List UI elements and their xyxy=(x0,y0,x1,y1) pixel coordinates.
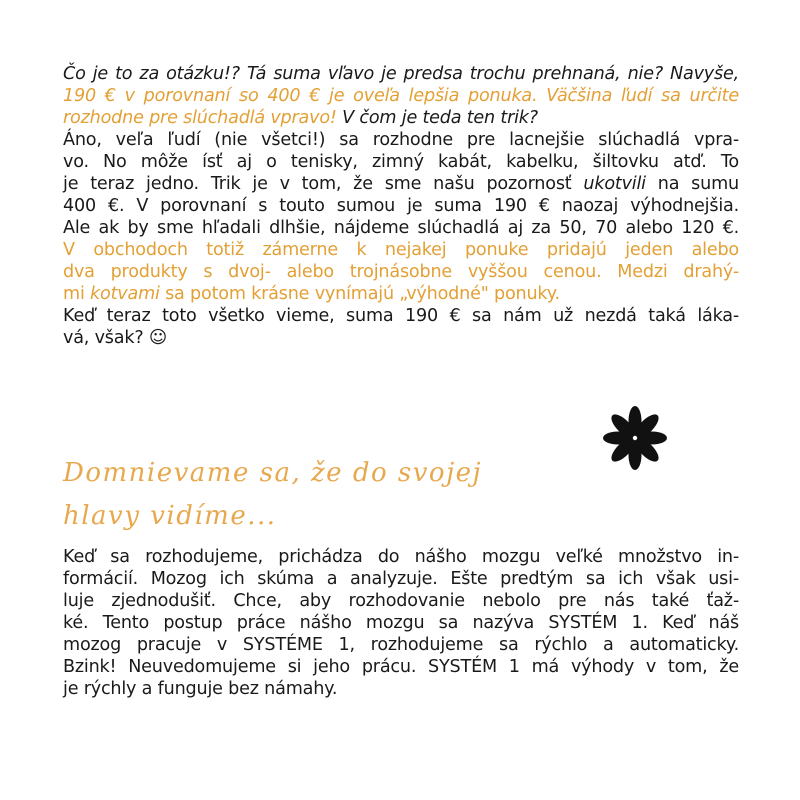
text-span: Áno, veľa ľudí (nie všetci!) sa rozhodne pre lacnejšie slúchadlá vpra- xyxy=(63,130,739,150)
text-line: Bzink! Neuvedomujeme si jeho prácu. SYSTÉM 1 má výhody v tom, že xyxy=(63,657,739,677)
text-line xyxy=(63,261,739,283)
section-heading xyxy=(63,452,482,538)
text-line xyxy=(63,283,739,305)
text-span: 400 €. V porovnaní s touto sumou je suma 190 € naozaj výhodnejšia. xyxy=(63,196,739,216)
highlight-span: dva produkty s dvoj- alebo trojnásobne vyššou cenou. Medzi drahý- xyxy=(63,262,739,282)
text-span: Čo je to za otázku!? Tá suma vľavo je predsa trochu prehnaná, nie? Navyše, xyxy=(63,64,739,84)
intro-paragraph xyxy=(63,63,739,349)
text-line xyxy=(63,107,739,129)
question-span: V čom je teda ten trik? xyxy=(336,108,538,128)
text-line xyxy=(63,327,739,349)
text-line xyxy=(63,151,739,173)
system-one-paragraph xyxy=(63,546,739,700)
highlight-span: 190 € v porovnaní so 400 € je oveľa lepšia ponuka. Väčšina ľudí sa určite xyxy=(63,86,739,106)
text-line: mozog pracuje v SYSTÉME 1, rozhodujeme sa rýchlo a automaticky. xyxy=(63,635,739,655)
text-span: vo. No môže ísť aj o tenisky, zimný kabát, kabelku, šiltovku atď. To xyxy=(63,152,739,172)
text-line xyxy=(63,217,739,239)
highlight-span: sa potom krásne vynímajú „výhodné" ponuky. xyxy=(159,284,560,304)
emphasis-span: kotvami xyxy=(90,284,160,304)
highlight-span: rozhodne pre slúchadlá vpravo! xyxy=(63,108,337,128)
text-line xyxy=(63,63,739,85)
heading-line-1: Domnievame sa, že do svojej xyxy=(63,458,483,488)
text-line xyxy=(63,239,739,261)
text-line: luje zjednodušiť. Chce, aby rozhodovanie nebolo pre nás také ťaž- xyxy=(63,591,739,611)
text-line xyxy=(63,85,739,107)
text-span: Keď teraz toto všetko vieme, suma 190 € sa nám už nezdá taká láka- xyxy=(63,306,739,326)
text-line: ké. Tento postup práce nášho mozgu sa nazýva SYSTÉM 1. Keď náš xyxy=(63,613,739,633)
text-line: formácií. Mozog ich skúma a analyzuje. Ešte predtým sa ich však usi- xyxy=(63,569,739,589)
heading-line-2: hlavy vidíme... xyxy=(63,501,277,531)
text-line xyxy=(63,129,739,151)
text-span: Ale ak by sme hľadali dlhšie, nájdeme slúchadlá aj za 50, 70 alebo 120 €. xyxy=(63,218,739,238)
text-line xyxy=(63,173,739,195)
text-line: Keď sa rozhodujeme, prichádza do nášho mozgu veľké množstvo in- xyxy=(63,547,739,567)
text-span: je teraz jedno. Trik je v tom, že sme našu pozornosť xyxy=(63,174,584,194)
highlight-span: mi xyxy=(63,284,91,304)
highlight-span: V obchodoch totiž zámerne k nejakej ponuke pridajú jeden alebo xyxy=(63,240,739,260)
text-span: na sumu xyxy=(657,174,739,194)
text-line xyxy=(63,195,739,217)
text-line: je rýchly a funguje bez námahy. xyxy=(63,679,338,699)
text-span: vá, však? ☺ xyxy=(63,328,167,348)
asterisk-flower-icon xyxy=(601,404,669,472)
text-line xyxy=(63,305,739,327)
emphasis-span: ukotvili xyxy=(583,174,646,194)
